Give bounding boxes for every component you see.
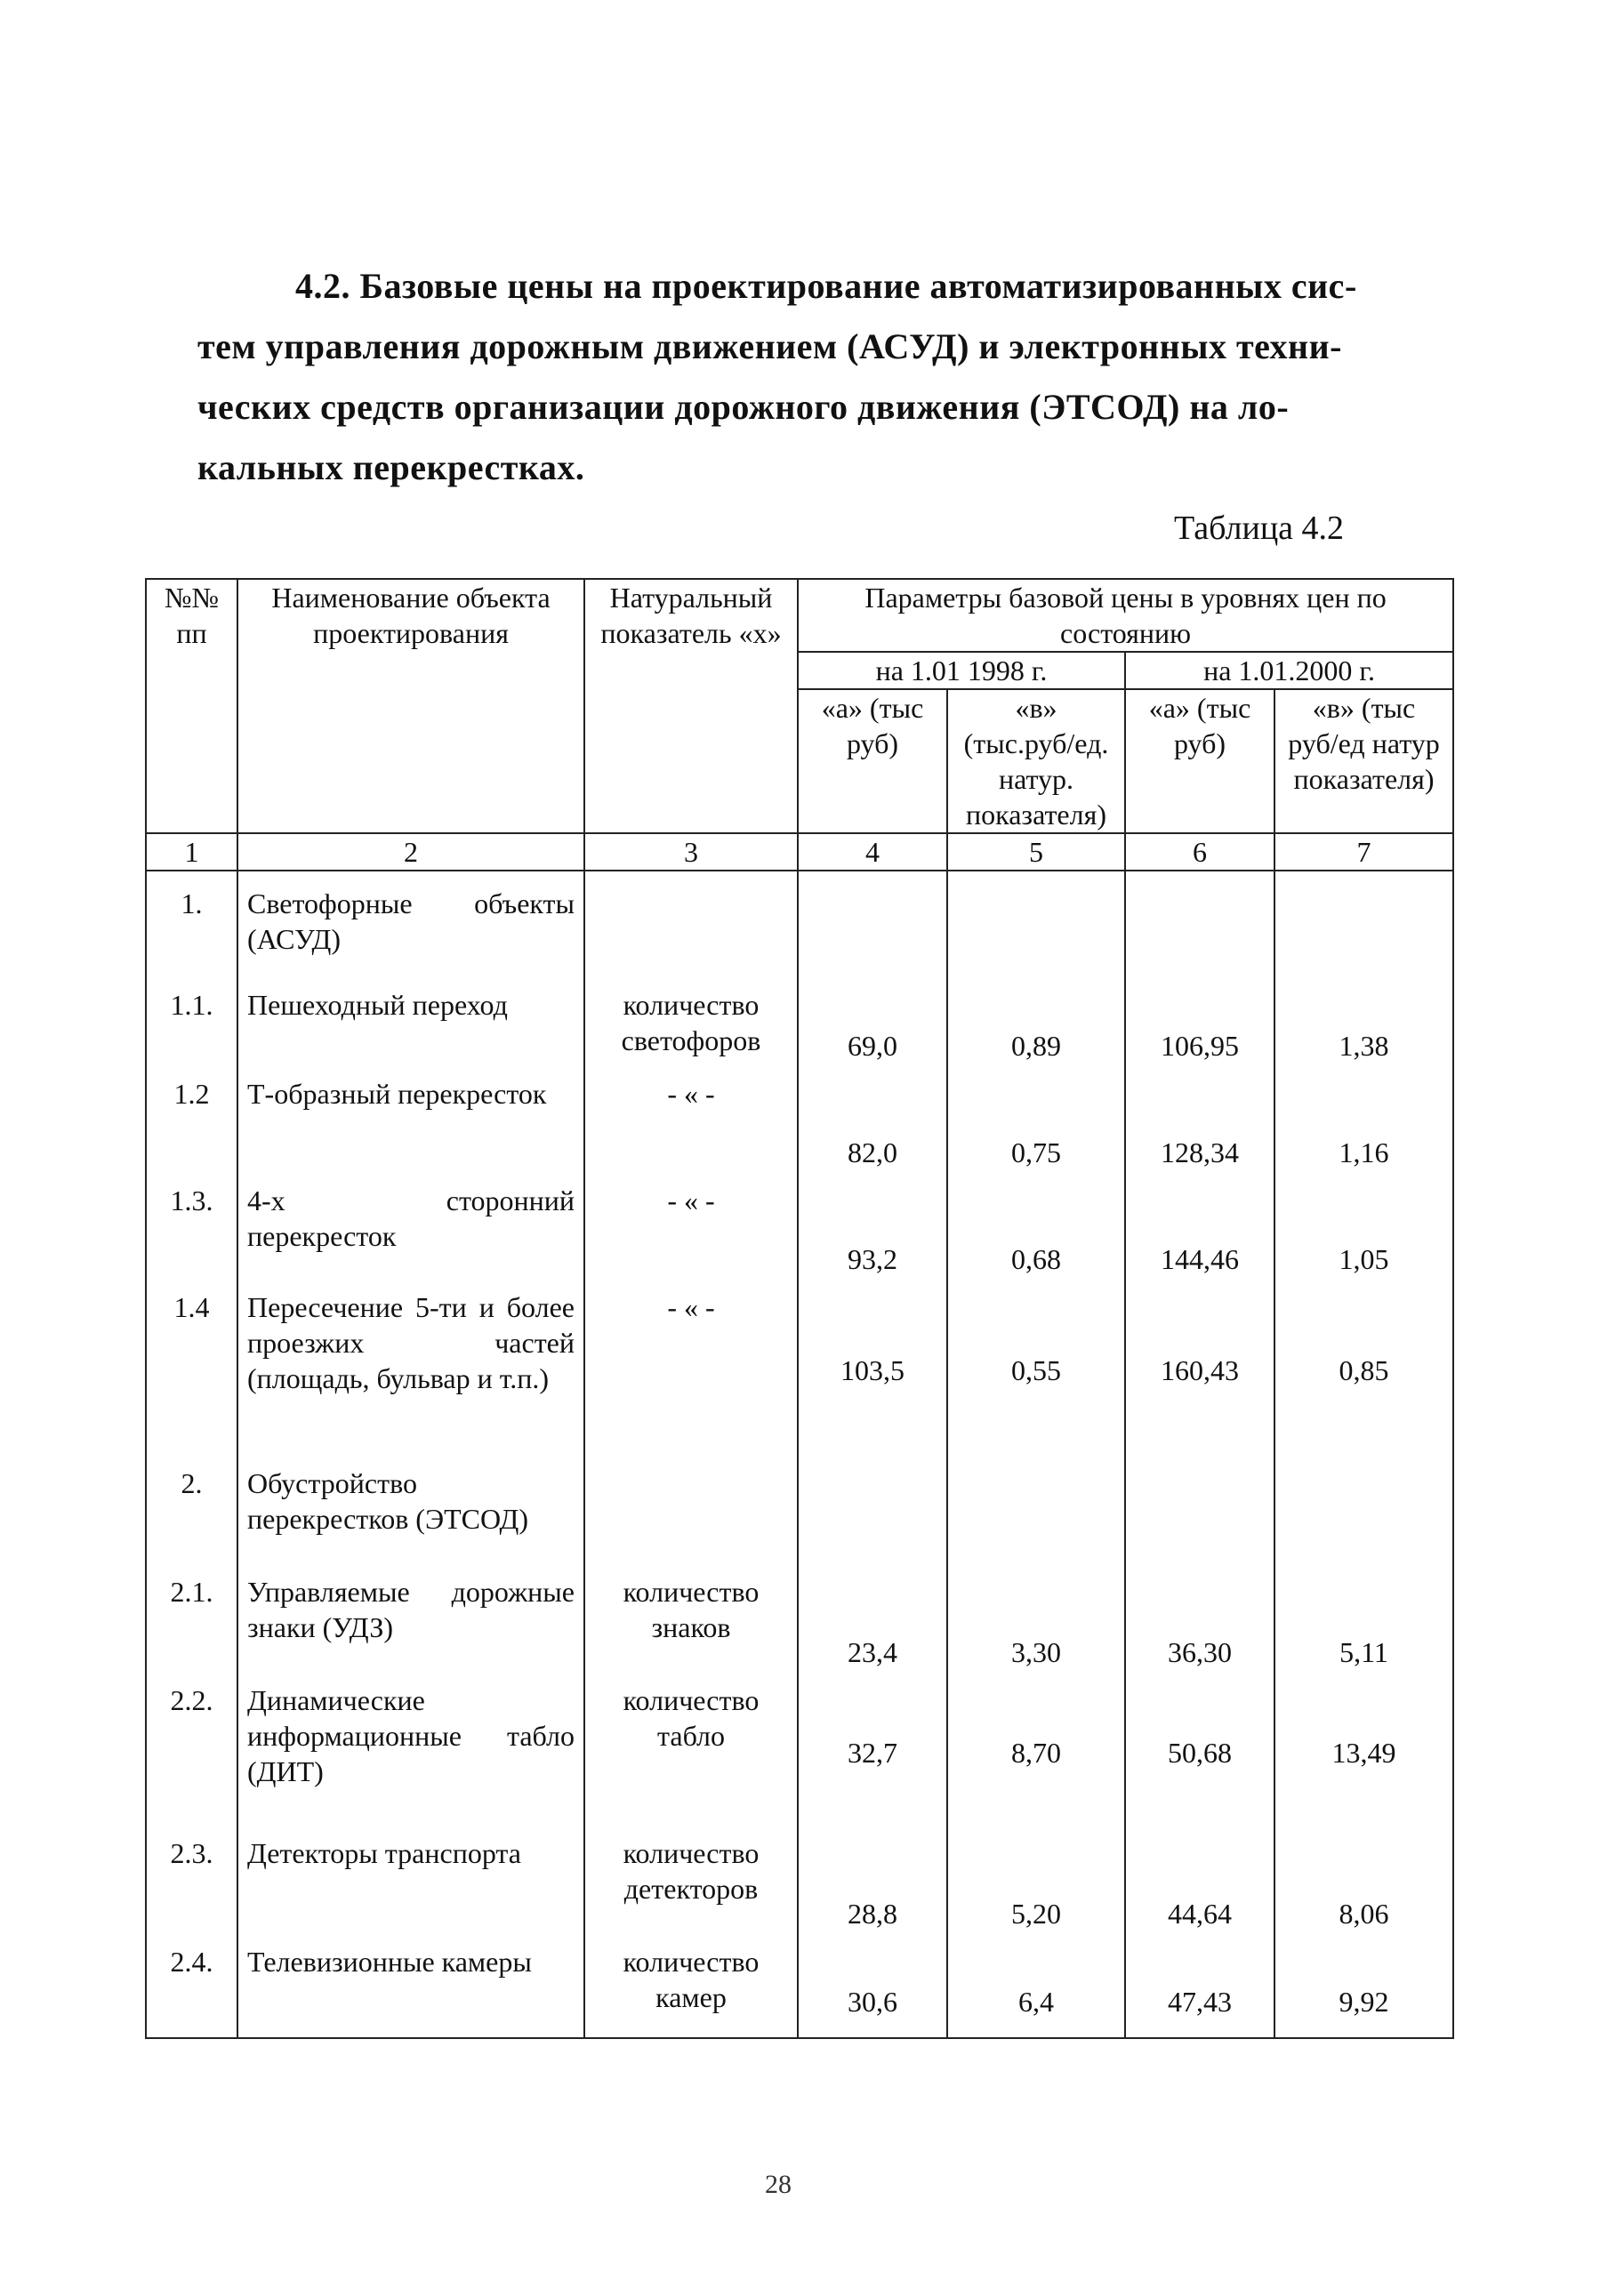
row-b-1998 (947, 871, 1125, 975)
row-b-2000 (1274, 1451, 1453, 1561)
row-a-1998: 23,4 (798, 1561, 947, 1670)
column-number: 7 (1274, 833, 1453, 871)
header-b-2000: «в» (тыс руб/ед натур показателя) (1274, 689, 1453, 833)
row-indicator: - « - (584, 1277, 798, 1451)
row-a-2000: 144,46 (1125, 1170, 1274, 1277)
section-heading (197, 256, 1389, 498)
row-b-1998 (947, 1451, 1125, 1561)
row-num: 2. (146, 1451, 237, 1561)
row-b-1998: 0,68 (947, 1170, 1125, 1277)
column-number: 3 (584, 833, 798, 871)
row-a-2000: 44,64 (1125, 1823, 1274, 1931)
row-indicator: - « - (584, 1064, 798, 1170)
row-name: Управляемые дорожные знаки (УДЗ) (237, 1561, 584, 1670)
column-number: 2 (237, 833, 584, 871)
row-indicator (584, 1451, 798, 1561)
row-a-2000: 106,95 (1125, 975, 1274, 1064)
header-a-2000: «а» (тыс руб) (1125, 689, 1274, 833)
row-a-1998: 28,8 (798, 1823, 947, 1931)
header-indicator: Натуральный показатель «х» (584, 579, 798, 833)
row-b-1998: 0,89 (947, 975, 1125, 1064)
heading-line: кальных перекрестках. (197, 447, 585, 487)
row-indicator (584, 871, 798, 975)
row-name: 4-х сторонний перекресток (237, 1170, 584, 1277)
row-name: Обустройство перекрестков (ЭТСОД) (237, 1451, 584, 1561)
row-num: 2.1. (146, 1561, 237, 1670)
row-b-2000: 1,38 (1274, 975, 1453, 1064)
row-indicator: количество светофоров (584, 975, 798, 1064)
row-a-2000: 128,34 (1125, 1064, 1274, 1170)
row-a-1998: 32,7 (798, 1670, 947, 1823)
row-a-2000: 47,43 (1125, 1931, 1274, 2038)
header-name: Наименование объекта проектирования (237, 579, 584, 833)
table-row (146, 1670, 1453, 1823)
table-row (146, 1170, 1453, 1277)
header-params: Параметры базовой цены в уровнях цен по состоянию (798, 579, 1453, 652)
table-row (146, 1931, 1453, 2038)
column-number-row (146, 833, 1453, 871)
row-a-1998: 82,0 (798, 1064, 947, 1170)
row-b-2000: 1,16 (1274, 1064, 1453, 1170)
page-number: 28 (765, 2170, 792, 2199)
row-name: Пешеходный переход (237, 975, 584, 1064)
row-a-2000: 160,43 (1125, 1277, 1274, 1451)
row-name: Пересечение 5-ти и более проезжих частей (площадь, бульвар и т.п.) (237, 1277, 584, 1451)
row-num: 2.4. (146, 1931, 237, 2038)
row-a-1998 (798, 1451, 947, 1561)
row-b-1998: 3,30 (947, 1561, 1125, 1670)
row-a-1998: 69,0 (798, 975, 947, 1064)
header-num: №№ пп (146, 579, 237, 833)
row-b-1998: 5,20 (947, 1823, 1125, 1931)
column-number: 4 (798, 833, 947, 871)
row-a-2000: 50,68 (1125, 1670, 1274, 1823)
column-number: 6 (1125, 833, 1274, 871)
column-number: 5 (947, 833, 1125, 871)
row-num: 1.2 (146, 1064, 237, 1170)
table-row (146, 1823, 1453, 1931)
row-name: Телевизионные камеры (237, 1931, 584, 2038)
row-b-2000 (1274, 871, 1453, 975)
table-row (146, 1064, 1453, 1170)
row-b-2000: 5,11 (1274, 1561, 1453, 1670)
row-b-1998: 6,4 (947, 1931, 1125, 2038)
row-a-2000 (1125, 871, 1274, 975)
row-indicator: количество знаков (584, 1561, 798, 1670)
row-b-1998: 8,70 (947, 1670, 1125, 1823)
heading-line: 4.2. Базовые цены на проектирование автоматизированных сис- (295, 266, 1357, 306)
row-indicator: количество табло (584, 1670, 798, 1823)
row-b-2000: 8,06 (1274, 1823, 1453, 1931)
row-b-2000: 0,85 (1274, 1277, 1453, 1451)
row-b-2000: 1,05 (1274, 1170, 1453, 1277)
row-name: Динамические информационные табло (ДИТ) (237, 1670, 584, 1823)
row-name: Светофорные объекты (АСУД) (237, 871, 584, 975)
table-row (146, 1561, 1453, 1670)
column-number: 1 (146, 833, 237, 871)
row-a-1998 (798, 871, 947, 975)
row-name: Детекторы транспорта (237, 1823, 584, 1931)
row-a-2000 (1125, 1451, 1274, 1561)
row-indicator: количество детекторов (584, 1823, 798, 1931)
heading-line: тем управления дорожным движением (АСУД) и электронных техни- (197, 326, 1342, 366)
table-row (146, 1451, 1453, 1561)
header-a-1998: «а» (тыс руб) (798, 689, 947, 833)
row-a-1998: 103,5 (798, 1277, 947, 1451)
row-num: 1.3. (146, 1170, 237, 1277)
heading-line: ческих средств организации дорожного движения (ЭТСОД) на ло- (197, 387, 1290, 427)
table-row (146, 871, 1453, 975)
table-row (146, 1277, 1453, 1451)
row-num: 2.2. (146, 1670, 237, 1823)
table-row (146, 975, 1453, 1064)
row-b-1998: 0,55 (947, 1277, 1125, 1451)
row-name: Т-образный перекресток (237, 1064, 584, 1170)
header-date-2000: на 1.01.2000 г. (1125, 652, 1453, 689)
price-table (145, 578, 1454, 2039)
row-b-2000: 13,49 (1274, 1670, 1453, 1823)
row-indicator: количество камер (584, 1931, 798, 2038)
row-a-2000: 36,30 (1125, 1561, 1274, 1670)
row-num: 1.1. (146, 975, 237, 1064)
row-num: 2.3. (146, 1823, 237, 1931)
row-indicator: - « - (584, 1170, 798, 1277)
header-b-1998: «в» (тыс.руб/ед. натур. показателя) (947, 689, 1125, 833)
row-a-1998: 93,2 (798, 1170, 947, 1277)
row-b-1998: 0,75 (947, 1064, 1125, 1170)
table-caption: Таблица 4.2 (1174, 510, 1345, 547)
row-b-2000: 9,92 (1274, 1931, 1453, 2038)
header-date-1998: на 1.01 1998 г. (798, 652, 1125, 689)
row-a-1998: 30,6 (798, 1931, 947, 2038)
row-num: 1. (146, 871, 237, 975)
row-num: 1.4 (146, 1277, 237, 1451)
